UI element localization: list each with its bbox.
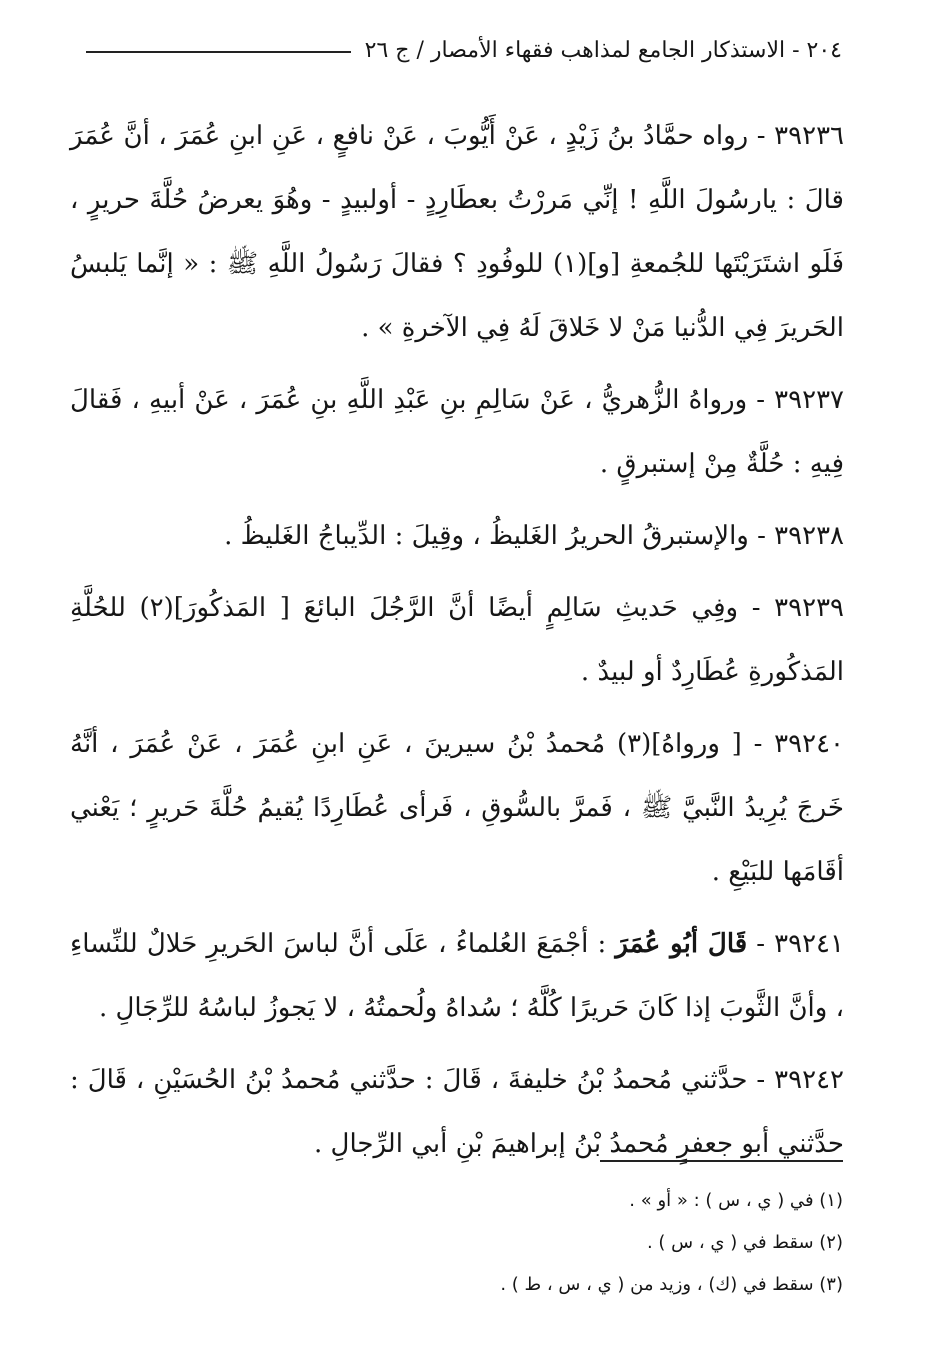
footnotes (300, 1180, 843, 1306)
footnote-3: (٣) سقط في (ك) ، وزيد من ( ي ، س ، ط ) . (500, 1274, 843, 1295)
footnote-2: (٢) سقط في ( ي ، س ) . (646, 1232, 843, 1253)
footnote-1: (١) في ( ي ، س ) : « أو » . (629, 1190, 843, 1211)
paragraph-39241 (70, 912, 844, 1040)
paragraph-39242: ٣٩٢٤٢ - حدَّثني مُحمدُ بْنُ خليفةَ ، قَالَ : حدَّثني مُحمدُ بْنُ الحُسَيْنِ ، قَالَ : حدَّثني أبو جعفرٍ مُحمدُ بْنُ إبراهيمَ بْنِ أبي الرِّجالِ . (70, 1065, 844, 1159)
paragraph-39238: ٣٩٢٣٨ - والإستبرقُ الحريرُ الغَليظُ ، وقِيلَ : الدِّيباجُ الغَليظُ . (224, 521, 844, 551)
header-rule (86, 51, 351, 53)
running-header (86, 28, 842, 72)
paragraph-lead: قَالَ أبُو عُمَرَ (615, 929, 748, 959)
paragraph-39240: ٣٩٢٤٠ - [ ورواهُ](٣) مُحمدُ بْنُ سيرينَ ، عَنِ ابنِ عُمَرَ ، عَنْ عُمَرَ ، أنَّهُ خَرجَ يُرِيدُ النَّبيَّ ﷺ ، فَمرَّ بالسُّوقِ ، فَرأى عُطَارِدًا يُقيمُ حُلَّةَ حَريرٍ ؛ يَعْني أقَامَها للبَيْعِ . (70, 729, 844, 887)
footnote-rule (600, 1160, 843, 1162)
paragraph-39236: ٣٩٢٣٦ - رواه حمَّادُ بنُ زَيْدٍ ، عَنْ أَيُّوبَ ، عَنْ نافعٍ ، عَنِ ابنِ عُمَرَ ، أنَّ عُمَرَ قالَ : يارسُولَ اللَّهِ ! إنِّي مَررْتُ بعطَارِدٍ - أولبيدٍ - وهُوَ يعرضُ حُلَّةَ حريرٍ ، فَلَو اشتَرَيْتَها للجُمعةِ [و](١) للوفُودِ ؟ فقالَ رَسُولُ اللَّهِ ﷺ : « إنَّما يَلبسُ الحَريرَ فِي الدُّنيا مَنْ لا خَلاقَ لَهُ فِي الآخرةِ » . (70, 121, 844, 343)
paragraph-body: : أجْمَعَ العُلماءُ ، عَلَى أنَّ لباسَ الحَريرِ حَلالٌ للنِّساءِ ، وأنَّ الثَّوبَ إذا كَانَ حَريرًا كُلَّهُ ؛ سُداهُ ولُحمتُهُ ، لا يَجوزُ لباسُهُ للرِّجَالِ . (70, 929, 844, 1023)
paragraph-number: ٣٩٢٤١ - (747, 929, 844, 959)
paragraph-39239: ٣٩٢٣٩ - وفِي حَديثِ سَالِمٍ أيضًا أنَّ الرَّجُلَ البائعَ [ المَذكُورَ](٢) للحُلَّةِ المَذكُورةِ عُطَارِدٌ أو لبيدٌ . (70, 593, 844, 687)
main-text (70, 104, 844, 1184)
paragraph-39237: ٣٩٢٣٧ - ورواهُ الزُّهريُّ ، عَنْ سَالِمِ بنِ عَبْدِ اللَّهِ بنِ عُمَرَ ، عَنْ أبيهِ ، فَقالَ فِيهِ : حُلَّةٌ مِنْ إستبرقٍ . (70, 385, 844, 479)
header-title: ٢٠٤ - الاستذكار الجامع لمذاهب فقهاء الأمصار / ج ٢٦ (364, 37, 842, 63)
